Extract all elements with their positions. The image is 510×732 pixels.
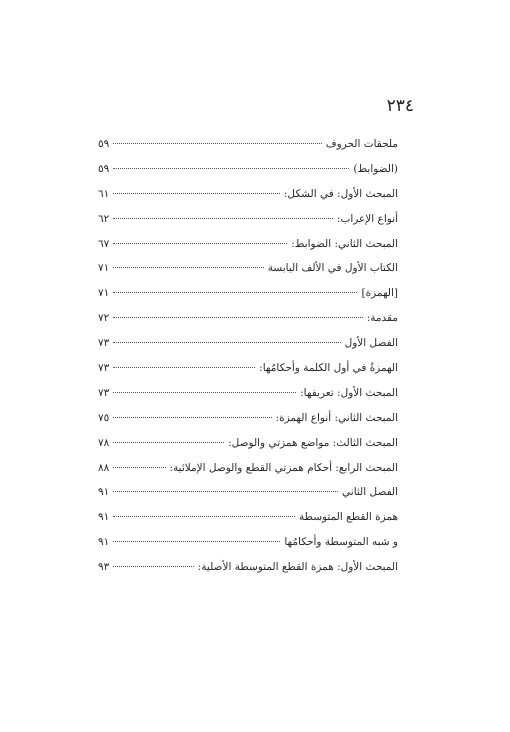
toc-entry: [98, 256, 398, 281]
toc-dot-leader: [113, 417, 271, 418]
toc-entry-page: ٩١: [98, 486, 110, 499]
toc-entry: [98, 555, 398, 580]
toc-entry: [98, 182, 398, 207]
toc-entry-title: ملحقات الحروف: [325, 138, 398, 150]
toc-entry: [98, 132, 398, 157]
toc-dot-leader: [113, 342, 340, 343]
toc-entry-page: ٦١: [98, 187, 110, 200]
toc-dot-leader: [113, 143, 321, 144]
toc-entry-title: (الضوابط): [353, 162, 398, 175]
toc-dot-leader: [113, 243, 287, 244]
toc-entry: [98, 431, 398, 456]
toc-dot-leader: [113, 317, 362, 318]
toc-dot-leader: [113, 193, 280, 194]
toc-dot-leader: [113, 168, 349, 169]
toc-entry-page: ٩٣: [98, 561, 110, 574]
toc-entry-title: الهمزةُ في أول الكلمة وأحكامُها:: [259, 362, 398, 375]
toc-entry: [98, 356, 398, 381]
toc-entry-page: ٧٣: [98, 386, 110, 399]
toc-dot-leader: [113, 566, 193, 567]
toc-entry-page: ٥٩: [98, 138, 110, 150]
toc-entry-title: المبحث الثاني: الضوابط:: [291, 237, 398, 250]
toc-entry-title: المبحث الرابع: أحكام همزتي القطع والوصل الإملائية:: [169, 461, 398, 474]
toc-dot-leader: [113, 491, 338, 492]
toc-entry: [98, 232, 398, 257]
toc-dot-leader: [113, 516, 295, 517]
toc-entry-title: همزة القطع المتوسطة: [298, 511, 398, 524]
toc-entry: [98, 406, 398, 431]
toc-entry-title: و شبه المتوسطة وأحكامُها: [284, 536, 398, 549]
toc-entry: [98, 456, 398, 481]
toc-entry-page: ٧١: [98, 262, 110, 275]
toc-entry: [98, 207, 398, 232]
toc-entry-page: ٧٨: [98, 436, 110, 449]
toc-entry-page: ٧٣: [98, 362, 110, 375]
toc-dot-leader: [113, 392, 296, 393]
toc-entry-page: ٩١: [98, 511, 110, 524]
toc-entry-page: ٦٧: [98, 237, 110, 250]
page-number: ٢٣٤: [386, 96, 414, 116]
toc-entry-page: ٧١: [98, 287, 110, 300]
toc-dot-leader: [113, 292, 357, 293]
toc-entry-title: المبحث الثاني: أنواع الهمزة:: [275, 411, 398, 424]
toc-entry-title: المبحث الأول: تعريفها:: [300, 386, 398, 399]
toc-entry-title: الفصل الثاني: [342, 486, 398, 499]
toc-entry-page: ٧٥: [98, 411, 110, 424]
toc-entry-page: ٧٢: [98, 312, 110, 325]
toc-entry: [98, 381, 398, 406]
toc-entry: [98, 281, 398, 306]
table-of-contents: [98, 132, 398, 580]
toc-entry-title: الفصل الأول: [344, 337, 398, 350]
toc-dot-leader: [113, 442, 224, 443]
toc-dot-leader: [113, 218, 333, 219]
toc-entry: [98, 306, 398, 331]
toc-entry-title: المبحث الثالث: مواضع همزتي والوصل:: [228, 436, 398, 449]
toc-entry-page: ٧٣: [98, 337, 110, 350]
toc-entry: [98, 480, 398, 505]
toc-entry: [98, 331, 398, 356]
toc-entry-page: ٩١: [98, 536, 110, 549]
toc-entry-title: [الهمزة]: [361, 287, 398, 300]
toc-dot-leader: [113, 541, 280, 542]
toc-entry-page: ٨٨: [98, 461, 110, 474]
toc-entry-page: ٥٩: [98, 162, 110, 175]
toc-entry-title: المبحث الأول: همزة القطع المتوسطة الأصلية:: [197, 561, 398, 574]
toc-entry: [98, 505, 398, 530]
toc-entry: [98, 157, 398, 182]
toc-entry-title: أنواع الإعراب:: [336, 212, 398, 225]
toc-dot-leader: [113, 267, 263, 268]
toc-entry-page: ٦٢: [98, 212, 110, 225]
toc-entry-title: الكتاب الأول في الألف اليابسة: [267, 262, 398, 275]
toc-dot-leader: [113, 467, 165, 468]
toc-entry-title: المبحث الأول: في الشكل:: [283, 187, 398, 200]
toc-entry: [98, 530, 398, 555]
toc-entry-title: مقدمة:: [366, 312, 398, 325]
toc-dot-leader: [113, 367, 255, 368]
